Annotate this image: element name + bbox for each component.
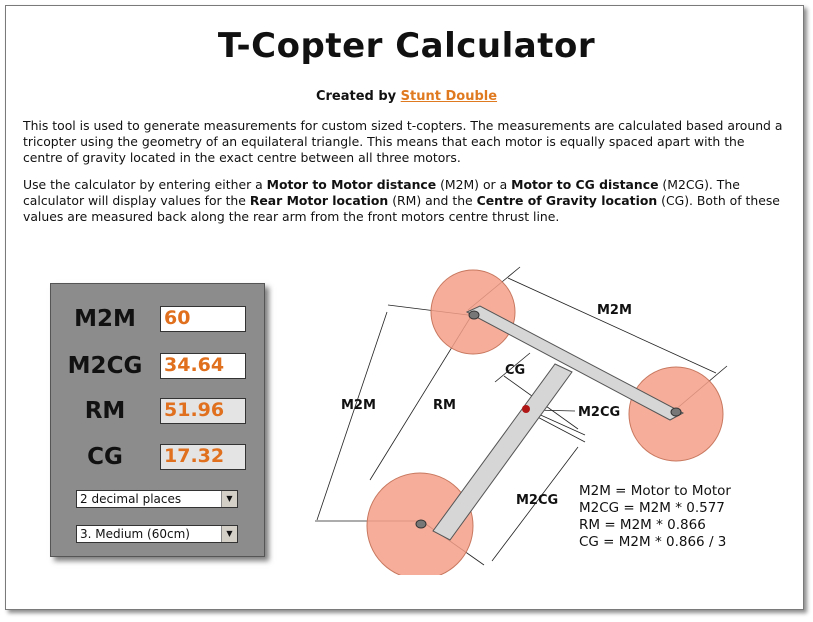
p2-text: (CG). Both of these values are measured back along the rear arm from the front motors centre thrust line. bbox=[23, 193, 780, 224]
precision-select-value: 2 decimal places bbox=[80, 492, 182, 506]
calculator-panel bbox=[50, 283, 265, 557]
p2-text: (M2M) or a bbox=[436, 177, 512, 192]
precision-select[interactable] bbox=[76, 490, 238, 508]
formula-line: M2CG = M2M * 0.577 bbox=[579, 500, 725, 516]
p2-text: (RM) and the bbox=[388, 193, 477, 208]
p2-text: (M2CG). The calculator will display values for the bbox=[23, 177, 740, 208]
p2-bold: Rear Motor location bbox=[249, 193, 389, 208]
credit-prefix: Created by bbox=[315, 89, 397, 104]
rear-arm bbox=[433, 364, 572, 540]
m2m-left-label: M2M bbox=[341, 398, 376, 413]
rm-output: 51.96 bbox=[160, 398, 246, 424]
page-title: T-Copter Calculator bbox=[217, 26, 596, 66]
p2-bold: Motor to Motor distance bbox=[266, 177, 437, 192]
rm-label: RM bbox=[84, 398, 126, 424]
p2-bold: Motor to CG distance bbox=[511, 177, 659, 192]
p2-text: Use the calculator by entering either a bbox=[23, 177, 267, 192]
cg-dot bbox=[522, 405, 530, 413]
credit-line bbox=[0, 89, 813, 104]
m2cg-input[interactable]: 34.64 bbox=[160, 353, 246, 379]
formula-line: M2M = Motor to Motor bbox=[579, 483, 731, 499]
motor-mount bbox=[416, 520, 426, 528]
m2m-label: M2M bbox=[74, 306, 136, 332]
m2cg-bottom-label: M2CG bbox=[516, 493, 559, 508]
front-arm bbox=[467, 306, 683, 420]
m2cg-mid-label: M2CG bbox=[578, 405, 621, 420]
author-link[interactable]: Stunt Double bbox=[400, 89, 498, 104]
m2m-top-label: M2M bbox=[597, 303, 632, 318]
size-select-value: 3. Medium (60cm) bbox=[80, 527, 190, 541]
cg-output: 17.32 bbox=[160, 444, 246, 470]
intro-paragraph-1: This tool is used to generate measurements for custom sized t-copters. The measurements are calculated based around a tricopter using the geometry of an equilateral triangle. This means that each motor is equally spaced apart with the centre of gravity located in the exact centre between all three motors. bbox=[23, 118, 783, 165]
cg-row bbox=[51, 442, 264, 472]
rm-label-diagram: RM bbox=[433, 398, 456, 413]
size-select[interactable] bbox=[76, 525, 238, 543]
cg-label: CG bbox=[87, 444, 123, 470]
motor-mount bbox=[469, 311, 479, 319]
formula-list bbox=[579, 483, 731, 551]
formula-line: RM = M2M * 0.866 bbox=[579, 517, 706, 533]
m2m-row bbox=[51, 304, 264, 334]
chevron-down-icon[interactable]: ▼ bbox=[221, 526, 237, 542]
m2cg-label: M2CG bbox=[67, 353, 143, 379]
intro-paragraph-2 bbox=[23, 177, 783, 225]
formula-line: CG = M2M * 0.866 / 3 bbox=[579, 534, 727, 550]
rm-row bbox=[51, 396, 264, 426]
m2m-input[interactable]: 60 bbox=[160, 306, 246, 332]
chevron-down-icon[interactable]: ▼ bbox=[221, 491, 237, 507]
motor-mount bbox=[671, 408, 681, 416]
cg-label-diagram: CG bbox=[505, 363, 526, 378]
p2-bold: Centre of Gravity location bbox=[476, 193, 658, 208]
m2cg-row bbox=[51, 351, 264, 381]
